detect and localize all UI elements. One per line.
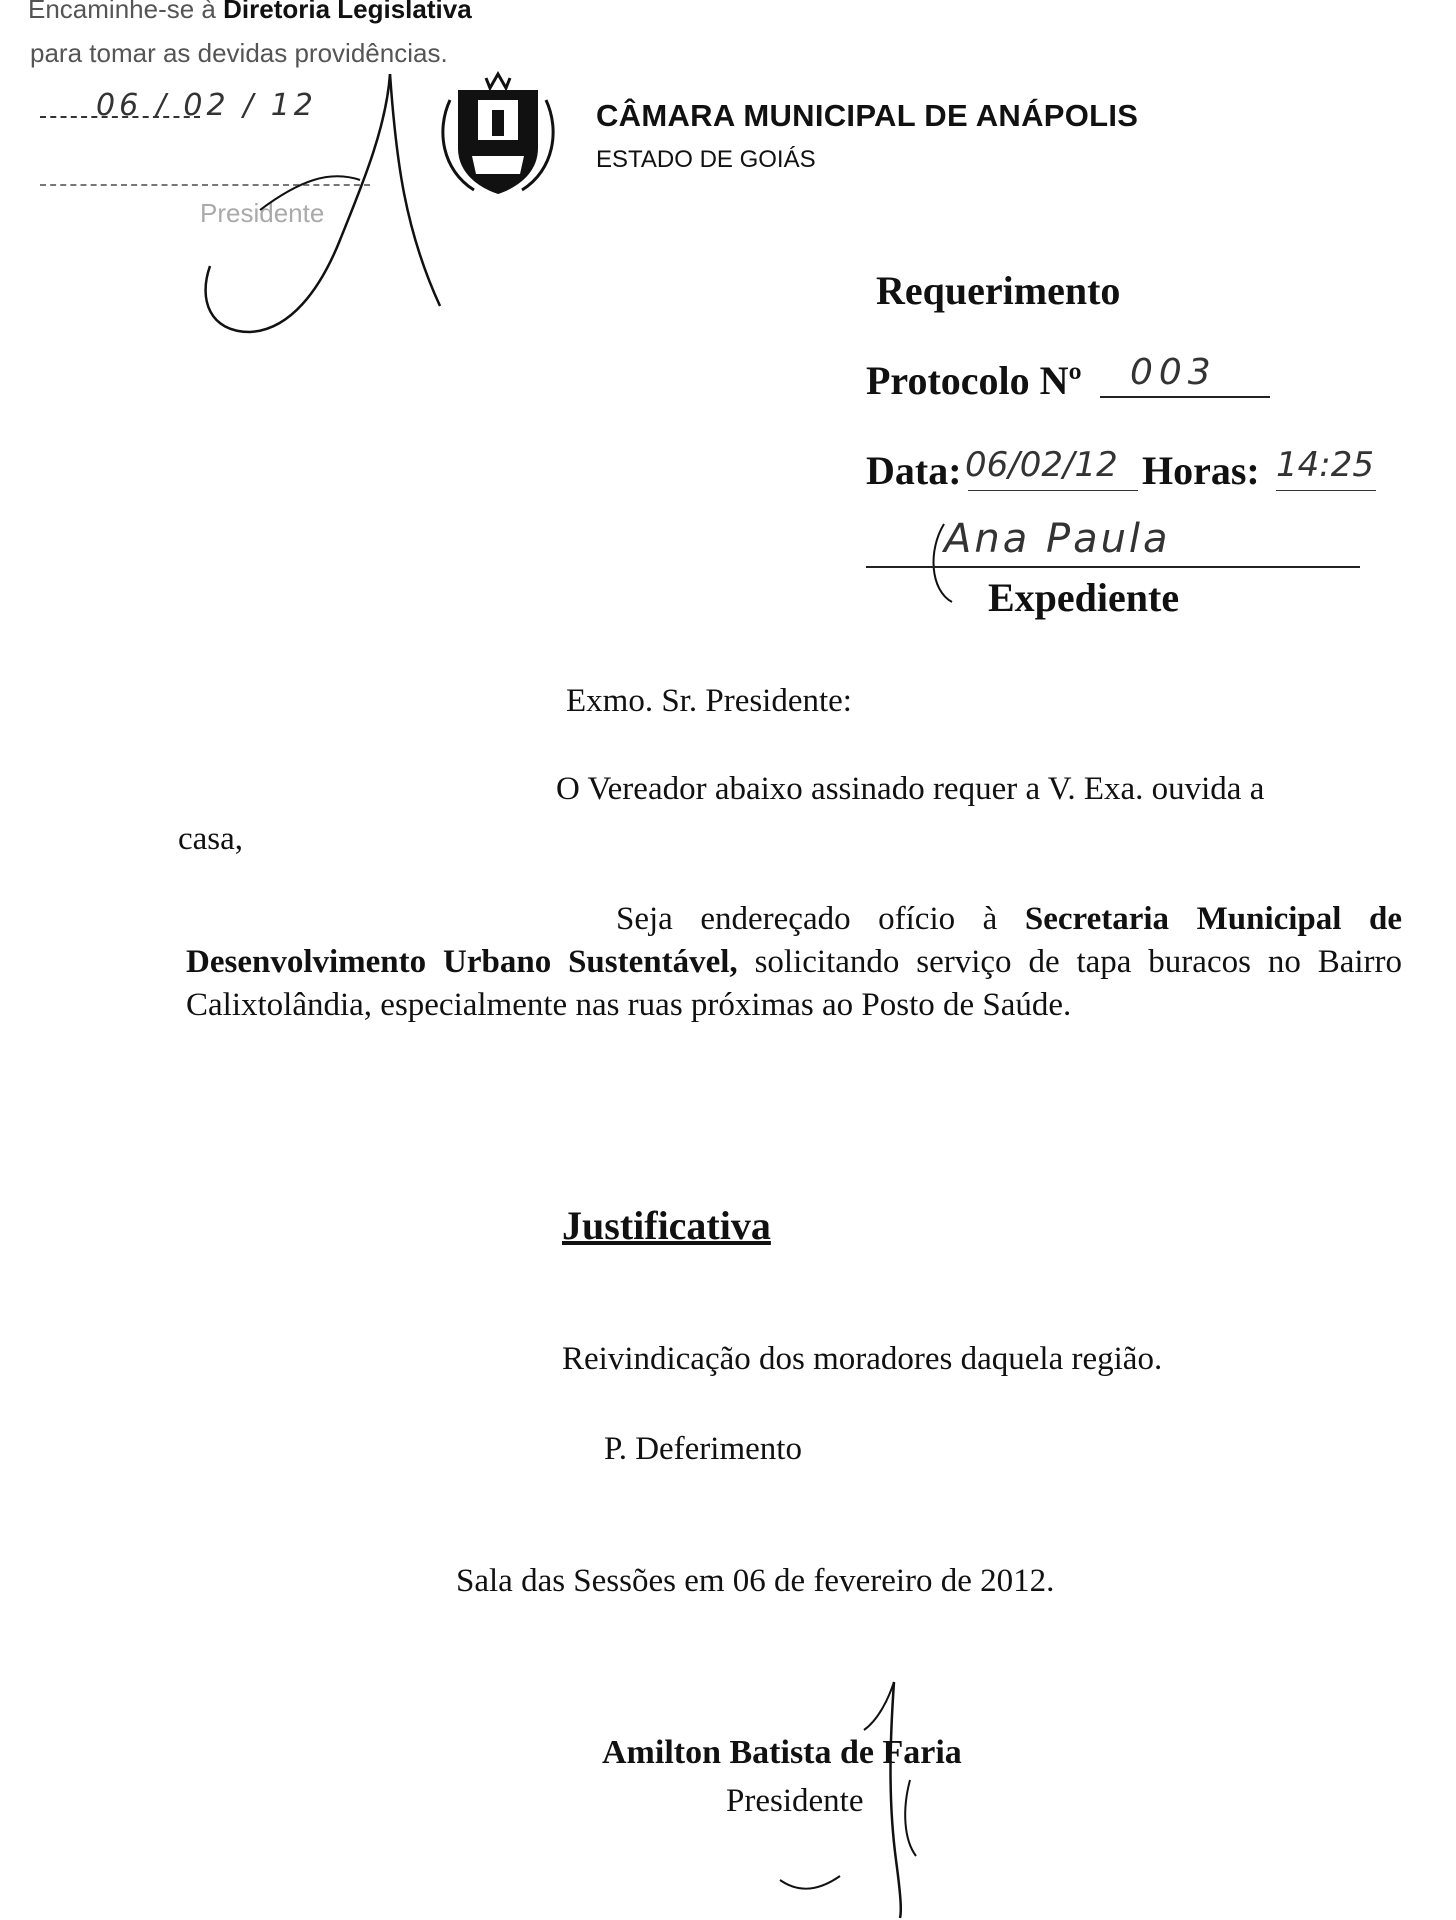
stamp-date-line bbox=[40, 116, 200, 118]
date-label: Data: bbox=[866, 448, 962, 493]
signer-role: Presidente bbox=[726, 1783, 864, 1819]
salutation: Exmo. Sr. Presidente: bbox=[566, 683, 852, 719]
request-body-start: Seja endereçado ofício à bbox=[616, 901, 998, 937]
protocol-underline bbox=[1100, 396, 1270, 398]
place-and-date: Sala das Sessões em 06 de fevereiro de 2012. bbox=[456, 1563, 1055, 1599]
received-by-signature: Ana Paula bbox=[944, 516, 1171, 562]
date-value: 06/02/12 bbox=[965, 445, 1118, 485]
stamp-prefix: Encaminhe-se à bbox=[28, 0, 216, 24]
request-body-end: solicitando serviço de tapa buracos no Bairro Calixtolândia, especialmente nas ruas próximas ao Posto de Saúde. bbox=[186, 943, 1403, 1023]
signature-flourish bbox=[924, 520, 974, 610]
justification-title: Justificativa bbox=[562, 1203, 771, 1248]
hours-value: 14:25 bbox=[1276, 445, 1374, 485]
closing-formula: P. Deferimento bbox=[604, 1431, 802, 1467]
expediente-label: Expediente bbox=[988, 575, 1180, 620]
stamp-org: Diretoria Legislativa bbox=[223, 0, 472, 24]
hours-label: Horas: bbox=[1142, 448, 1260, 493]
request-body-recipient: Secretaria Municipal de Desenvolvimento Urbano Sustentável, bbox=[186, 901, 1403, 980]
org-name: CÂMARA MUNICIPAL DE ANÁPOLIS bbox=[596, 98, 1139, 133]
stamp-signature-title: Presidente bbox=[200, 198, 325, 228]
request-body bbox=[186, 898, 1402, 1027]
expediente-signature-line bbox=[866, 566, 1360, 568]
date-underline bbox=[968, 490, 1138, 491]
request-intro-line1: O Vereador abaixo assinado requer a V. Exa. ouvida a bbox=[556, 771, 1265, 807]
coat-of-arms-emblem bbox=[428, 70, 568, 200]
request-intro-line2: casa, bbox=[178, 821, 244, 857]
protocol-value: 003 bbox=[1130, 352, 1217, 393]
org-state: ESTADO DE GOIÁS bbox=[596, 146, 816, 173]
stamp-instruction: para tomar as devidas providências. bbox=[30, 38, 448, 68]
hours-underline bbox=[1276, 490, 1376, 491]
protocol-label: Protocolo Nº bbox=[866, 358, 1082, 403]
justification-text: Reivindicação dos moradores daquela região. bbox=[562, 1341, 1163, 1377]
stamp-date: 06 / 02 / 12 bbox=[96, 88, 317, 123]
stamp-routing-line bbox=[28, 0, 472, 25]
document-type-title: Requerimento bbox=[876, 268, 1121, 313]
signer-name: Amilton Batista de Faria bbox=[602, 1734, 962, 1771]
